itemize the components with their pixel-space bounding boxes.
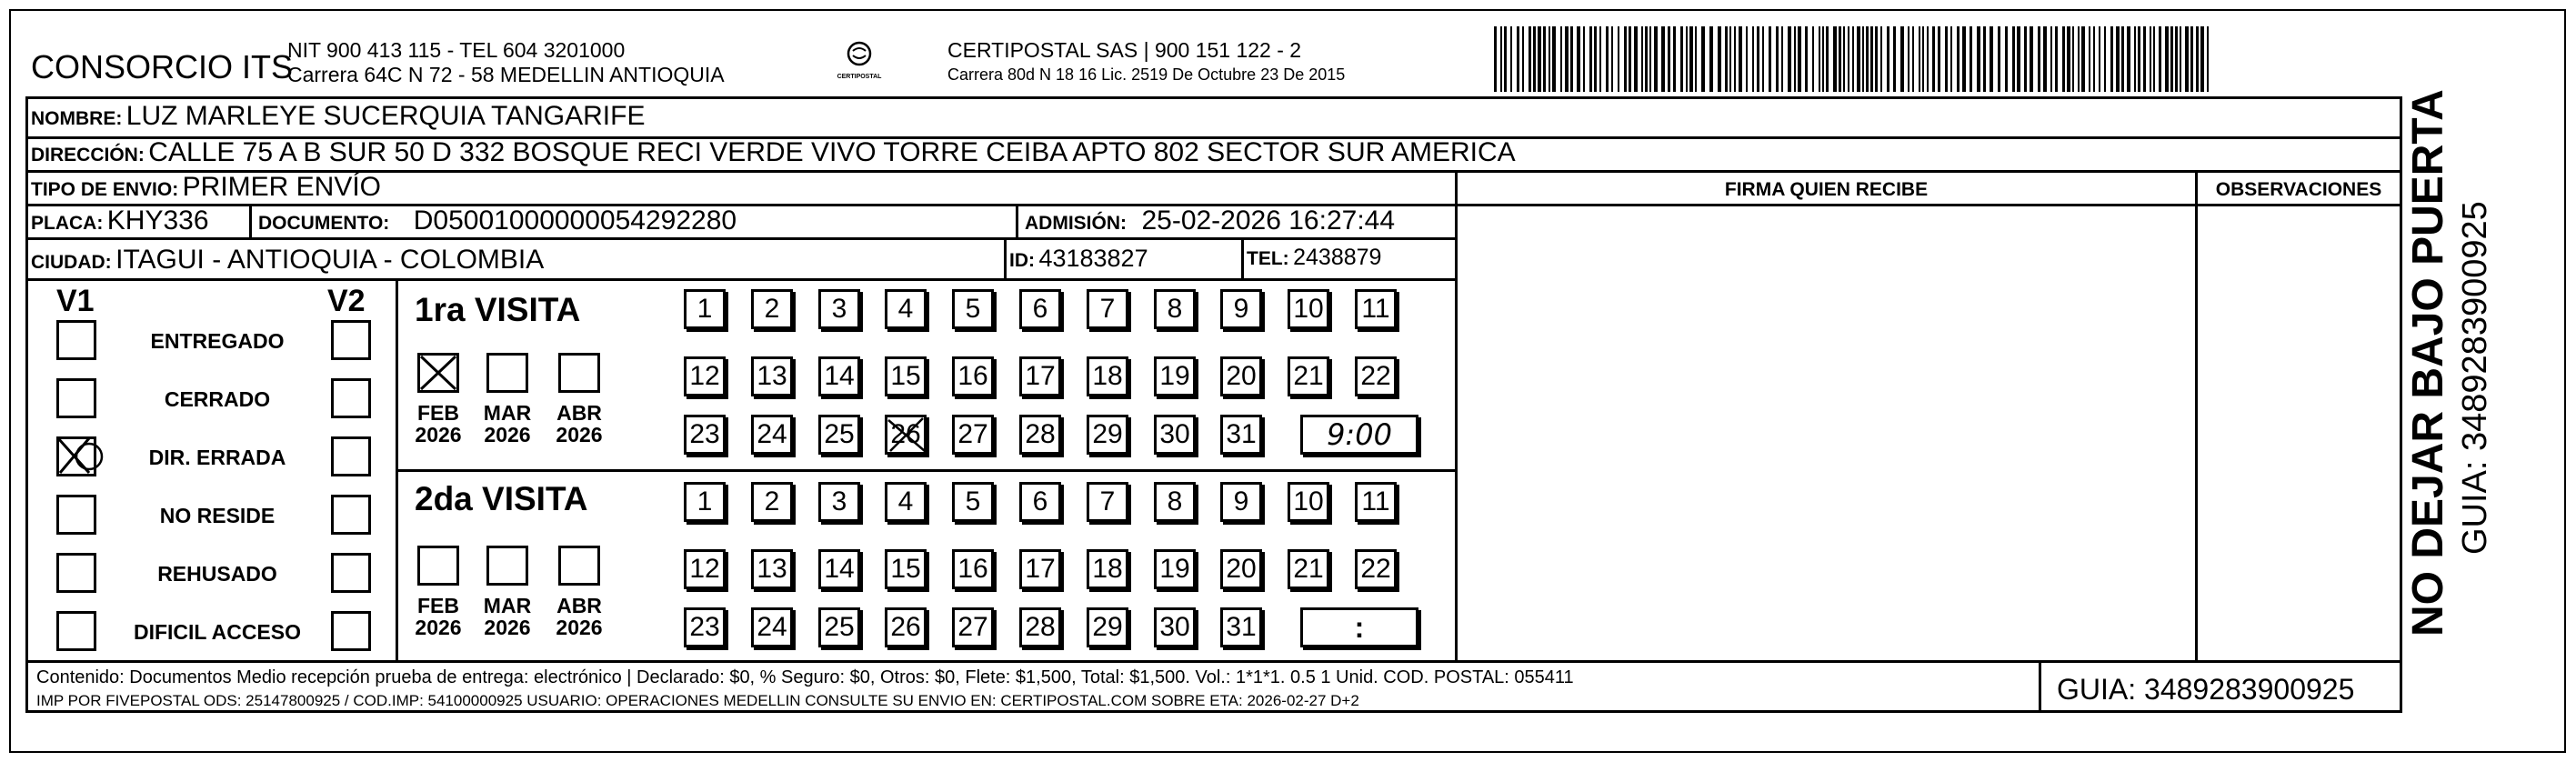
first-visit-day-box[interactable] [1087,289,1128,329]
day-number: 6 [1032,294,1048,324]
placa-value: KHY336 [106,206,209,236]
side-guia: GUIA: 3489283900925 [2456,201,2494,555]
first-visit-day-box[interactable] [952,415,994,455]
v2-checkbox[interactable] [331,553,371,593]
day-number: 18 [1092,361,1123,391]
first-visit-month-box[interactable] [486,353,528,393]
month-year: 2026 [556,423,603,447]
tel-row [1247,246,1381,269]
day-number: 15 [890,554,921,584]
company-nit: NIT 900 413 115 - TEL 604 3201000 [287,38,626,62]
v2-checkbox[interactable] [331,320,371,360]
day-number: 13 [757,554,787,584]
v2-checkbox[interactable] [331,436,371,476]
nombre-label: NOMBRE: [31,108,123,129]
first-visit-day-box[interactable] [1288,356,1329,396]
day-number: 18 [1092,554,1123,584]
month-label [547,402,611,446]
day-number: 10 [1293,486,1324,516]
month-label [547,595,611,638]
first-visit-month-box[interactable] [558,353,600,393]
second-visit-day-box[interactable] [751,549,793,589]
admision-row [1025,207,1395,235]
footer-contenido: Contenido: Documentos Medio recepción prueba de entrega: electrónico | Declarado: $0, % Seguro: $0, Otros: $0, Flete: $1,500, Total: $1,500. Vol.: 1*1*1. 0.5 1 Unid. COD. POSTAL: 055411 [36,667,1574,687]
day-number: 2 [764,486,780,516]
ciudad-row [31,246,544,274]
second-visit-day-box[interactable] [1019,482,1061,522]
first-visit-day-box[interactable] [1154,289,1196,329]
day-number: 1 [697,486,713,516]
month-name: MAR [483,401,532,425]
second-visit-day-box[interactable] [885,607,927,647]
day-number: 26 [890,419,921,449]
month-name: ABR [556,594,602,617]
first-visit-day-box[interactable] [1087,356,1128,396]
second-visit-day-box[interactable] [1220,482,1262,522]
second-visit-month-box[interactable] [417,546,459,586]
day-number: 3 [831,486,847,516]
certipostal-logo [833,40,886,84]
day-number: 12 [689,554,720,584]
ciudad-label: CIUDAD: [31,252,112,273]
day-number: 29 [1092,612,1123,642]
first-visit-time-value: 9:00 [1327,417,1392,452]
footer-imp: IMP POR FIVEPOSTAL ODS: 25147800925 / COD.IMP: 54100000925 USUARIO: OPERACIONES MEDELLIN CONSULTE SU ENVIO EN: CERTIPOSTAL.COM SOBRE ETA: 2026-02-27 D+2 [36,692,1359,709]
documento-label: DOCUMENTO: [258,213,390,234]
side-warning: NO DEJAR BAJO PUERTA [2404,89,2452,637]
day-number: 21 [1293,554,1324,584]
month-name: FEB [417,594,459,617]
day-number: 8 [1167,486,1183,516]
day-number: 9 [1233,294,1249,324]
day-number: 30 [1159,612,1190,642]
second-visit-day-box[interactable] [751,607,793,647]
company-address: Carrera 64C N 72 - 58 MEDELLIN ANTIOQUIA [287,63,725,86]
day-number: 20 [1226,361,1257,391]
month-label [476,402,539,446]
v2-checkbox[interactable] [331,611,371,651]
first-visit-day-box[interactable] [684,415,726,455]
first-visit-day-box[interactable] [885,356,927,396]
carrier-address: Carrera 80d N 18 16 Lic. 2519 De Octubre 23 De 2015 [947,65,1346,84]
tel-label: TEL: [1247,248,1289,269]
handwritten-x-mark [417,353,459,393]
day-number: 31 [1226,612,1257,642]
month-label [476,595,539,638]
day-number: 22 [1360,554,1391,584]
second-visit-day-box[interactable] [1288,549,1329,589]
nombre-row [31,103,645,130]
second-visit-day-box[interactable] [684,607,726,647]
month-label [406,595,470,638]
first-visit-day-box[interactable] [1019,289,1061,329]
day-number: 15 [890,361,921,391]
first-visit-day-box[interactable] [1355,289,1397,329]
first-visit-day-box[interactable] [885,289,927,329]
tel-value: 2438879 [1293,245,1382,270]
first-visit-day-box[interactable] [1220,289,1262,329]
second-visit-month-box[interactable] [486,546,528,586]
day-number: 31 [1226,419,1257,449]
day-number: 27 [957,419,988,449]
day-number: 1 [697,294,713,324]
v1-header: V1 [56,284,95,318]
day-number: 2 [764,294,780,324]
v1-checkbox[interactable] [56,320,96,360]
day-number: 16 [957,554,988,584]
day-number: 20 [1226,554,1257,584]
first-visit-day-box[interactable] [684,289,726,329]
month-year: 2026 [415,616,462,640]
day-number: 5 [965,294,981,324]
v2-checkbox[interactable] [331,495,371,535]
day-number: 17 [1025,554,1056,584]
second-visit-day-box[interactable] [885,482,927,522]
id-label: ID: [1009,250,1035,271]
first-visit-day-box[interactable] [1019,356,1061,396]
status-label: NO RESIDE [159,504,276,527]
v2-checkbox[interactable] [331,378,371,418]
day-number: 14 [824,361,855,391]
first-visit-day-box[interactable] [751,289,793,329]
day-number: 19 [1159,361,1190,391]
second-visit-time-value: : [1354,610,1365,644]
day-number: 25 [824,612,855,642]
handwritten-x-circle-mark [53,433,107,478]
second-visit-day-box[interactable] [684,482,726,522]
second-visit-day-box[interactable] [1355,549,1397,589]
barcode [1494,26,2220,92]
handwritten-x-mark [885,415,927,455]
v2-header: V2 [327,284,366,318]
day-number: 8 [1167,294,1183,324]
month-year: 2026 [415,423,462,447]
second-visit-day-box[interactable] [952,549,994,589]
first-visit-day-box[interactable] [1019,415,1061,455]
day-number: 9 [1233,486,1249,516]
second-visit-time[interactable] [1300,607,1418,647]
tipo-row [31,174,381,201]
day-number: 23 [689,612,720,642]
admision-label: ADMISIÓN: [1025,213,1127,234]
documento-value: D05001000000054292280 [413,206,737,236]
first-visit-day-box[interactable] [1154,415,1196,455]
second-visit-day-box[interactable] [1154,607,1196,647]
first-visit-day-box[interactable] [1355,356,1397,396]
second-visit-day-box[interactable] [1154,549,1196,589]
first-visit-day-box[interactable] [1220,356,1262,396]
first-visit-day-box[interactable] [684,356,726,396]
status-label: REHUSADO [157,562,277,586]
month-name: MAR [483,594,532,617]
second-visit-day-box[interactable] [1087,607,1128,647]
day-number: 28 [1025,612,1056,642]
day-number: 28 [1025,419,1056,449]
day-number: 30 [1159,419,1190,449]
first-visit-month-box[interactable] [417,353,459,393]
second-visit-day-box[interactable] [1220,549,1262,589]
day-number: 4 [897,294,914,324]
tipo-label: TIPO DE ENVIO: [31,179,179,200]
direccion-label: DIRECCIÓN: [31,145,145,165]
second-visit-day-box[interactable] [1019,549,1061,589]
first-visit-day-box[interactable] [1220,415,1262,455]
day-number: 7 [1099,486,1116,516]
month-year: 2026 [556,616,603,640]
day-number: 16 [957,361,988,391]
status-label: CERRADO [164,387,271,411]
first-visit-time[interactable] [1300,415,1418,455]
admision-value: 25-02-2026 16:27:44 [1141,206,1396,236]
v1-checkbox[interactable] [56,495,96,535]
status-label: DIR. ERRADA [148,446,286,469]
documento-row [258,207,737,235]
v1-checkbox[interactable] [56,553,96,593]
second-visit-day-box[interactable] [1019,607,1061,647]
second-visit-day-box[interactable] [818,482,860,522]
second-visit-day-box[interactable] [1288,482,1329,522]
second-visit-day-box[interactable] [818,607,860,647]
month-year: 2026 [484,616,531,640]
day-number: 27 [957,612,988,642]
first-visit-day-box[interactable] [818,356,860,396]
day-number: 19 [1159,554,1190,584]
status-label: ENTREGADO [150,329,285,353]
day-number: 12 [689,361,720,391]
first-visit-day-box[interactable] [818,289,860,329]
first-visit-day-box[interactable] [1154,356,1196,396]
nombre-value: LUZ MARLEYE SUCERQUIA TANGARIFE [125,101,646,131]
day-number: 22 [1360,361,1391,391]
day-number: 24 [757,419,787,449]
v1-checkbox[interactable] [56,378,96,418]
first-visit-day-box[interactable] [1087,415,1128,455]
second-visit-day-box[interactable] [1087,482,1128,522]
second-visit-day-box[interactable] [751,482,793,522]
second-visit-day-box[interactable] [1087,549,1128,589]
first-visit-day-box[interactable] [751,356,793,396]
month-year: 2026 [484,423,531,447]
day-number: 23 [689,419,720,449]
day-number: 4 [897,486,914,516]
first-visit-title: 1ra VISITA [415,291,581,328]
second-visit-day-box[interactable] [1220,607,1262,647]
first-visit-day-box[interactable] [885,415,927,455]
day-number: 21 [1293,361,1324,391]
firma-header: FIRMA QUIEN RECIBE [1724,179,1929,200]
day-number: 13 [757,361,787,391]
certipostal-logo-icon [841,40,877,69]
placa-row [31,207,209,235]
placa-label: PLACA: [31,213,104,234]
first-visit-day-box[interactable] [751,415,793,455]
logo-text: CERTIPOSTAL [837,74,882,80]
first-visit-day-box[interactable] [952,356,994,396]
day-number: 26 [890,612,921,642]
carrier-name: CERTIPOSTAL SAS | 900 151 122 - 2 [947,38,1302,62]
month-name: ABR [556,401,602,425]
day-number: 7 [1099,294,1116,324]
second-visit-day-box[interactable] [1154,482,1196,522]
ciudad-value: ITAGUI - ANTIOQUIA - COLOMBIA [115,245,545,275]
first-visit-day-box[interactable] [1288,289,1329,329]
month-label [406,402,470,446]
second-visit-month-box[interactable] [558,546,600,586]
second-visit-day-box[interactable] [818,549,860,589]
second-visit-title: 2da VISITA [415,480,588,517]
day-number: 17 [1025,361,1056,391]
day-number: 11 [1361,294,1390,324]
first-visit-day-box[interactable] [952,289,994,329]
day-number: 29 [1092,419,1123,449]
day-number: 10 [1293,294,1324,324]
id-row [1009,246,1148,271]
second-visit-day-box[interactable] [684,549,726,589]
day-number: 24 [757,612,787,642]
direccion-value: CALLE 75 A B SUR 50 D 332 BOSQUE RECI VERDE VIVO TORRE CEIBA APTO 802 SECTOR SUR AMERICA [148,137,1516,167]
observaciones-header: OBSERVACIONES [2215,179,2382,200]
day-number: 3 [831,294,847,324]
second-visit-day-box[interactable] [1355,482,1397,522]
v1-checkbox[interactable] [56,611,96,651]
first-visit-day-box[interactable] [818,415,860,455]
footer-guia: GUIA: 3489283900925 [2057,673,2355,706]
day-number: 11 [1361,486,1390,516]
day-number: 5 [965,486,981,516]
id-value: 43183827 [1038,245,1148,272]
company-name: CONSORCIO ITS [31,48,294,85]
second-visit-day-box[interactable] [952,607,994,647]
month-name: FEB [417,401,459,425]
day-number: 6 [1032,486,1048,516]
status-label: DIFICIL ACCESO [133,620,301,644]
second-visit-day-box[interactable] [885,549,927,589]
tipo-value: PRIMER ENVÍO [182,172,382,202]
second-visit-day-box[interactable] [952,482,994,522]
direccion-row [31,139,1516,166]
day-number: 25 [824,419,855,449]
day-number: 14 [824,554,855,584]
